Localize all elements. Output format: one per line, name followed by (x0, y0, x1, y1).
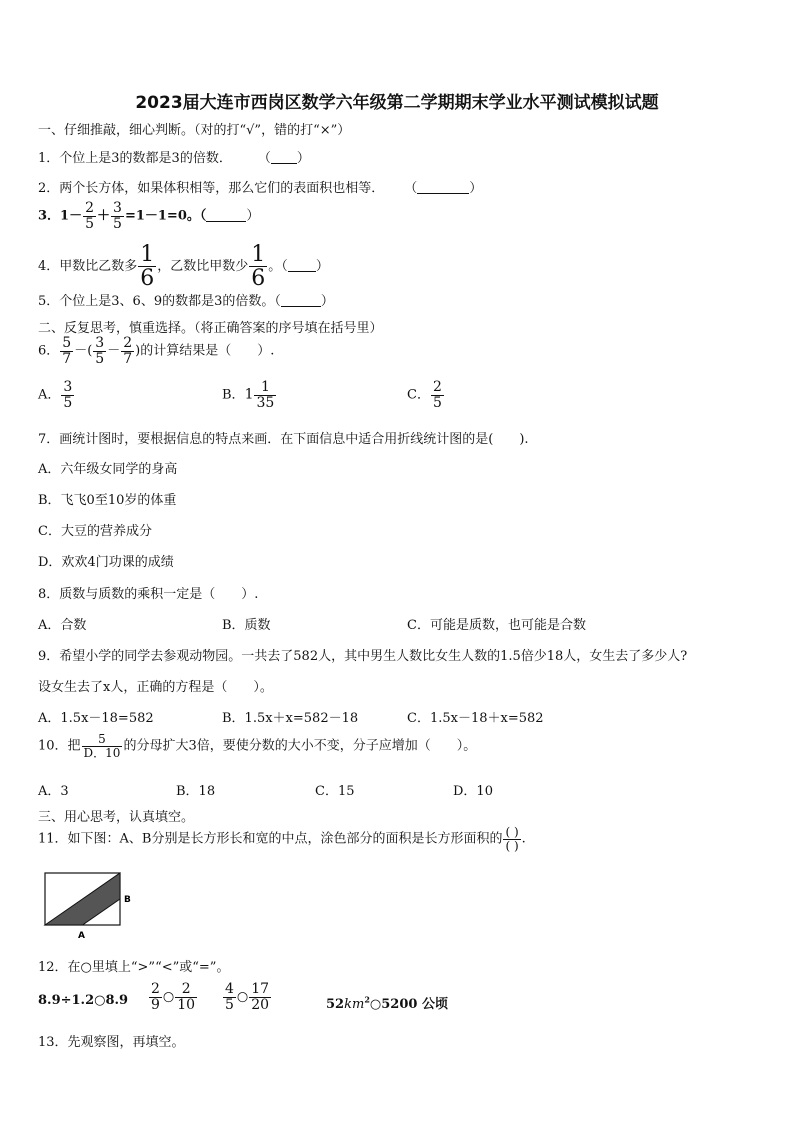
fraction: $\frac{2}{10}$ (177, 981, 196, 1013)
option-7a[interactable]: A．六年级女同学的身高 (38, 462, 178, 477)
option-7b[interactable]: B．飞飞0至10岁的体重 (38, 493, 177, 508)
option-9c[interactable]: C．1.5x－18＋x=582 (407, 711, 544, 726)
fraction: $\frac{3}{5}$ (113, 200, 122, 232)
section-heading-1: 一、仔细推敲，细心判断。（对的打“√”，错的打“×”） (38, 123, 351, 138)
compare-3[interactable]: $\frac{4}{5}$ ○ $\frac{17}{20}$ (225, 981, 270, 1013)
compare-2[interactable]: $\frac{2}{9}$ ○ $\frac{2}{10}$ (151, 981, 196, 1013)
section-heading-2: 二、反复思考，慎重选择。（将正确答案的序号填在括号里） (38, 321, 383, 336)
section-heading-3: 三、用心思考，认真填空。 (38, 810, 195, 825)
fraction: $\frac{1}{35}$ (256, 379, 275, 411)
fraction: $\frac{1}{6}$ (251, 242, 266, 292)
fraction: $\frac{3}{5}$ (63, 379, 73, 411)
fraction-answer[interactable]: $\frac{( )}{( )}$ (505, 825, 519, 853)
option-6b[interactable]: B．1 $\frac{1}{35}$ (222, 379, 275, 411)
question-10: 10．把 $\frac{5}{D.10}$ 的分母扩大3倍，要使分数的大小不变，分子应增加（ ）。 (38, 732, 477, 760)
label-a: A (78, 931, 85, 941)
option-6c[interactable]: C． $\frac{2}{5}$ (407, 379, 442, 411)
fraction: $\frac{5}{7}$ (62, 335, 72, 367)
question-12: 12．在○里填上“>”“<”或“=”。 (38, 960, 230, 975)
question-11: 11．如下图：A、B分别是长方形长和宽的中点，涂色部分的面积是长方形面积的 $\frac{( )}{( )}$ . (38, 825, 526, 853)
label-b: B (124, 895, 131, 905)
fraction: $\frac{2}{5}$ (432, 379, 442, 411)
answer-blank[interactable] (417, 180, 469, 194)
option-10b[interactable]: B．18 (176, 784, 216, 799)
compare-4[interactable]: $52km^2○5200$ 公顷 (326, 994, 448, 1012)
option-7c[interactable]: C．大豆的营养成分 (38, 524, 152, 539)
question-7: 7．画统计图时，要根据信息的特点来画．在下面信息中适合用折线统计图的是( ). (38, 432, 529, 447)
fraction: $\frac{1}{6}$ (140, 242, 155, 292)
compare-1[interactable]: 8.9÷1.2○8.9 (38, 993, 129, 1008)
answer-blank[interactable] (288, 258, 316, 272)
option-6a[interactable]: A． $\frac{3}{5}$ (38, 379, 73, 411)
question-8: 8．质数与质数的乘积一定是（ ）. (38, 587, 259, 602)
question-9-line1: 9．希望小学的同学去参观动物园。一共去了582人，其中男生人数比女生人数的1.5倍少18人，女生去了多少人? (38, 649, 688, 664)
question-5-text: 5．个位上是3、6、9的数都是3的倍数。（ (38, 294, 281, 309)
answer-blank[interactable] (206, 208, 246, 222)
option-7d[interactable]: D．欢欢4门功课的成绩 (38, 555, 174, 570)
answer-blank[interactable] (271, 150, 297, 164)
question-13: 13．先观察图，再填空。 (38, 1035, 185, 1050)
question-4: 4．甲数比乙数多 $\frac{1}{6}$ ，乙数比甲数少 $\frac{1}{6}$ 。（ ） (38, 242, 329, 292)
fraction: $\frac{2}{9}$ (151, 981, 160, 1013)
option-8b[interactable]: B．质数 (222, 618, 271, 633)
question-1: 1．个位上是3的数都是3的倍数． （ ） (38, 151, 310, 166)
fraction: $\frac{2}{5}$ (85, 200, 95, 232)
fraction: $\frac{3}{5}$ (95, 335, 105, 367)
option-9a[interactable]: A．1.5x－18=582 (38, 711, 154, 726)
question-3: 3．1－ $\frac{2}{5}$ ＋ $\frac{3}{5}$ =1－1=0。（ ） (38, 200, 260, 232)
question-1-text: 1．个位上是3的数都是3的倍数． (38, 151, 232, 166)
option-9b[interactable]: B．1.5x＋x=582－18 (222, 711, 359, 726)
option-10c[interactable]: C．15 (315, 784, 355, 799)
fraction: $\frac{2}{7}$ (123, 335, 133, 367)
question-5: 5．个位上是3、6、9的数都是3的倍数。（ ） (38, 294, 334, 309)
option-10d[interactable]: D．10 (453, 784, 493, 799)
option-8a[interactable]: A．合数 (38, 618, 87, 633)
question-6: 6． $\frac{5}{7}$ －( $\frac{3}{5}$ － $\frac{2}{7}$ )的计算结果是（ ）. (38, 335, 275, 367)
option-8c[interactable]: C．可能是质数，也可能是合数 (407, 618, 586, 633)
question-9-line2: 设女生去了x人，正确的方程是（ ）。 (38, 680, 273, 695)
option-10a[interactable]: A．3 (38, 784, 69, 799)
question-2: 2．两个长方体，如果体积相等，那么它们的表面积也相等． （ ） (38, 181, 483, 196)
fraction: $\frac{4}{5}$ (225, 981, 234, 1013)
answer-blank[interactable] (281, 293, 321, 307)
fraction: $\frac{5}{D.10}$ (83, 732, 121, 760)
fraction: $\frac{17}{20}$ (251, 981, 270, 1013)
question-2-text: 2．两个长方体，如果体积相等，那么它们的表面积也相等． (38, 181, 385, 196)
rectangle-figure (40, 868, 136, 942)
page-title: 2023届大连市西岗区数学六年级第二学期期末学业水平测试模拟试题 (135, 93, 659, 113)
